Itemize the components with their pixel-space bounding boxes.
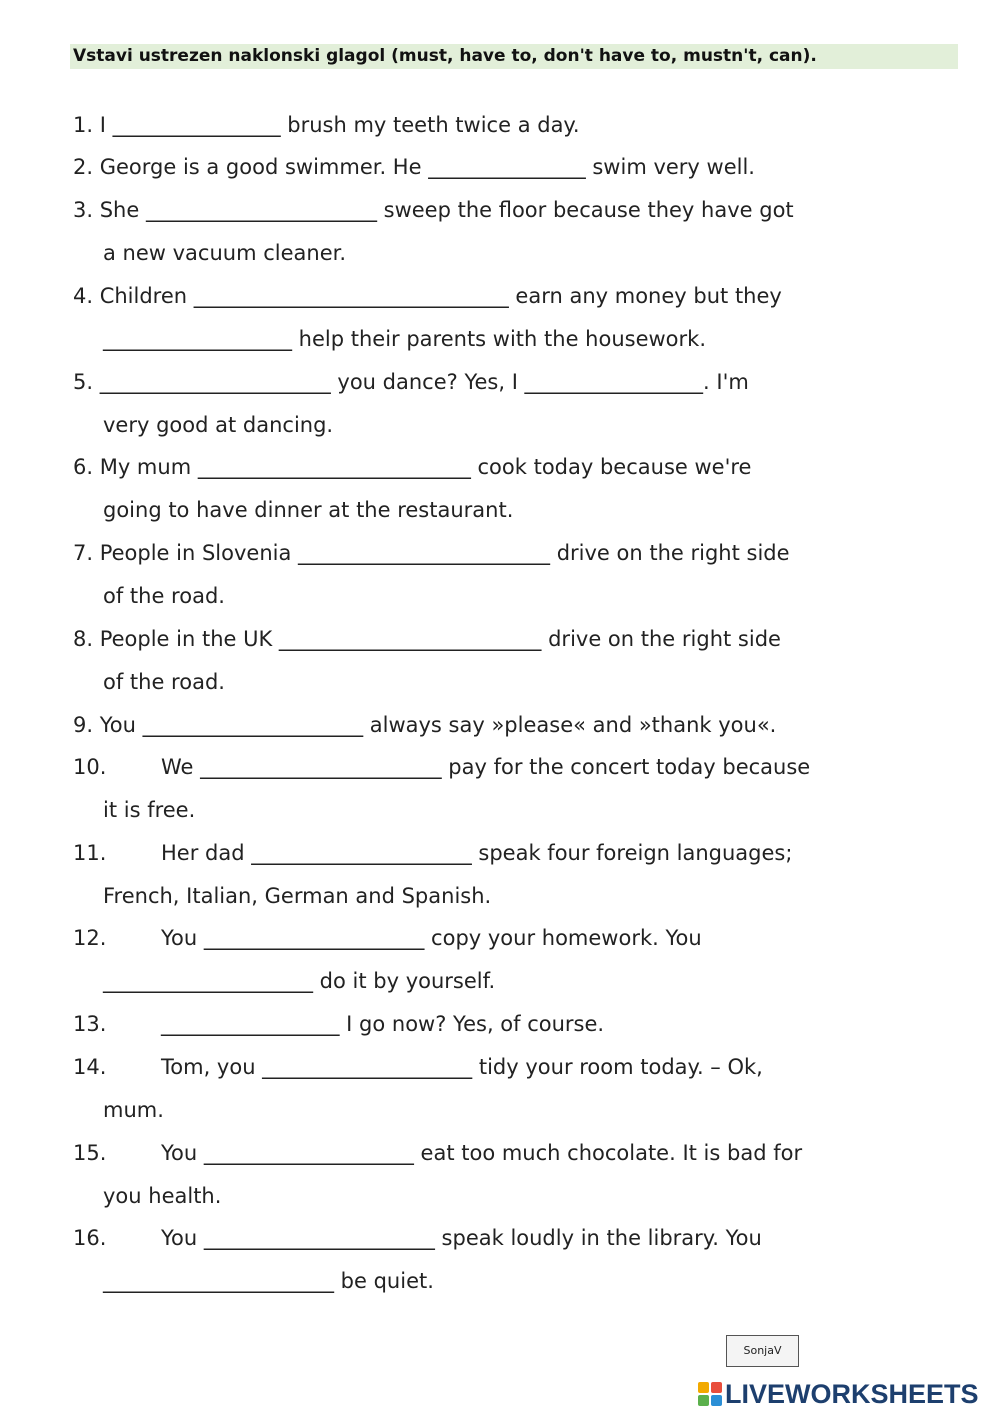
exercise-line-6b: going to have dinner at the restaurant.: [103, 498, 514, 522]
instruction-title: Vstavi ustrezen naklonski glagol (must, have to, don't have to, mustn't, can).: [70, 44, 958, 69]
exercise-line-5a: 5. ______________________ you dance? Yes, I _________________. I'm: [73, 370, 749, 394]
exercise-number-11: 11.: [73, 841, 107, 865]
exercise-line-5b: very good at dancing.: [103, 413, 334, 437]
exercise-line-8a: 8. People in the UK _________________________ drive on the right side: [73, 627, 781, 651]
exercise-number-14: 14.: [73, 1055, 107, 1079]
exercise-line-16a: You ______________________ speak loudly in the library. You: [161, 1226, 762, 1250]
logo-tile-3: [698, 1395, 709, 1406]
exercise-line-13a: _________________ I go now? Yes, of course.: [161, 1012, 605, 1036]
exercise-line-11a: Her dad _____________________ speak four foreign languages;: [161, 841, 793, 865]
exercise-number-13: 13.: [73, 1012, 107, 1036]
exercise-line-10b: it is free.: [103, 798, 196, 822]
exercise-number-15: 15.: [73, 1141, 107, 1165]
exercise-line-10a: We _______________________ pay for the concert today because: [161, 755, 811, 779]
logo-tiles-icon: [698, 1382, 722, 1406]
exercise-line-15b: you health.: [103, 1184, 222, 1208]
exercise-line-7a: 7. People in Slovenia ________________________ drive on the right side: [73, 541, 790, 565]
exercise-line-16b: ______________________ be quiet.: [103, 1269, 434, 1293]
logo-tile-1: [698, 1382, 709, 1393]
exercise-number-16: 16.: [73, 1226, 107, 1250]
author-signature-box: SonjaV: [726, 1335, 799, 1367]
exercise-number-10: 10.: [73, 755, 107, 779]
exercise-line-12b: ____________________ do it by yourself.: [103, 969, 496, 993]
exercise-line-1: 1. I ________________ brush my teeth twice a day.: [73, 113, 580, 137]
exercise-line-3a: 3. She ______________________ sweep the floor because they have got: [73, 198, 794, 222]
exercise-line-8b: of the road.: [103, 670, 225, 694]
exercise-line-4a: 4. Children ______________________________ earn any money but they: [73, 284, 782, 308]
exercise-line-14b: mum.: [103, 1098, 164, 1122]
exercise-line-9: 9. You _____________________ always say »please« and »thank you«.: [73, 713, 777, 737]
exercise-line-11b: French, Italian, German and Spanish.: [103, 884, 492, 908]
brand-name: LIVEWORKSHEETS: [725, 1378, 979, 1409]
exercise-line-3b: a new vacuum cleaner.: [103, 241, 346, 265]
liveworksheets-logo[interactable]: [698, 1378, 979, 1410]
exercise-line-14a: Tom, you ____________________ tidy your room today. – Ok,: [161, 1055, 763, 1079]
exercise-number-12: 12.: [73, 926, 107, 950]
logo-tile-4: [711, 1395, 722, 1406]
exercise-line-15a: You ____________________ eat too much chocolate. It is bad for: [161, 1141, 803, 1165]
exercise-line-4b: __________________ help their parents with the housework.: [103, 327, 706, 351]
exercise-line-2: 2. George is a good swimmer. He _______________ swim very well.: [73, 155, 755, 179]
exercise-line-6a: 6. My mum __________________________ cook today because we're: [73, 455, 752, 479]
logo-tile-2: [711, 1382, 722, 1393]
exercise-line-12a: You _____________________ copy your homework. You: [161, 926, 702, 950]
exercise-line-7b: of the road.: [103, 584, 225, 608]
